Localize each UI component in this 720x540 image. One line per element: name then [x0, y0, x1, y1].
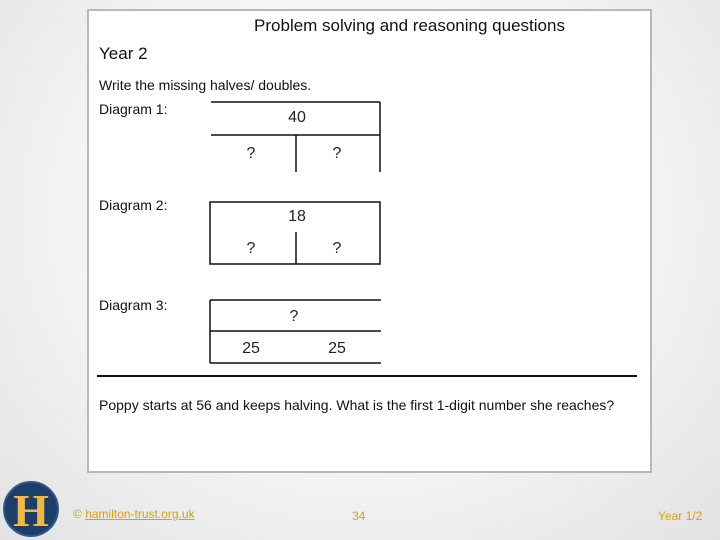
year-label: Year 1/2	[658, 509, 703, 523]
diagram-3-bottom-left-value: 25	[242, 340, 260, 357]
diagram-3-label: Diagram 3:	[99, 297, 168, 313]
question-text: Poppy starts at 56 and keeps halving. What is the first 1-digit number she reaches?	[99, 397, 615, 413]
diagram-2-bottom-left-value: ?	[246, 240, 256, 257]
diagram-2-top-value: 18	[288, 208, 306, 225]
diagram-2-label: Diagram 2:	[99, 197, 168, 213]
diagram-1-label: Diagram 1:	[99, 101, 168, 117]
website-link[interactable]: hamilton-trust.org.uk	[85, 507, 195, 521]
diagram-1-bottom-right-value: ?	[332, 145, 342, 162]
page-number: 34	[352, 509, 366, 523]
diagram-3-top-value: ?	[289, 308, 299, 325]
diagram-2-bottom-right-value: ?	[332, 240, 342, 257]
section-divider	[97, 375, 637, 377]
year-heading: Year 2	[99, 44, 148, 63]
logo-letter: H	[13, 485, 49, 536]
diagram-1-top-value: 40	[288, 109, 306, 126]
instruction-text: Write the missing halves/ doubles.	[99, 77, 312, 93]
page-title: Problem solving and reasoning questions	[254, 16, 565, 35]
diagram-1-bottom-left-value: ?	[246, 145, 256, 162]
copyright-symbol: ©	[73, 507, 82, 521]
diagram-3-bottom-right-value: 25	[328, 340, 346, 357]
hamilton-logo	[3, 481, 59, 537]
worksheet-page	[87, 9, 652, 473]
footer-link[interactable]	[73, 507, 195, 521]
